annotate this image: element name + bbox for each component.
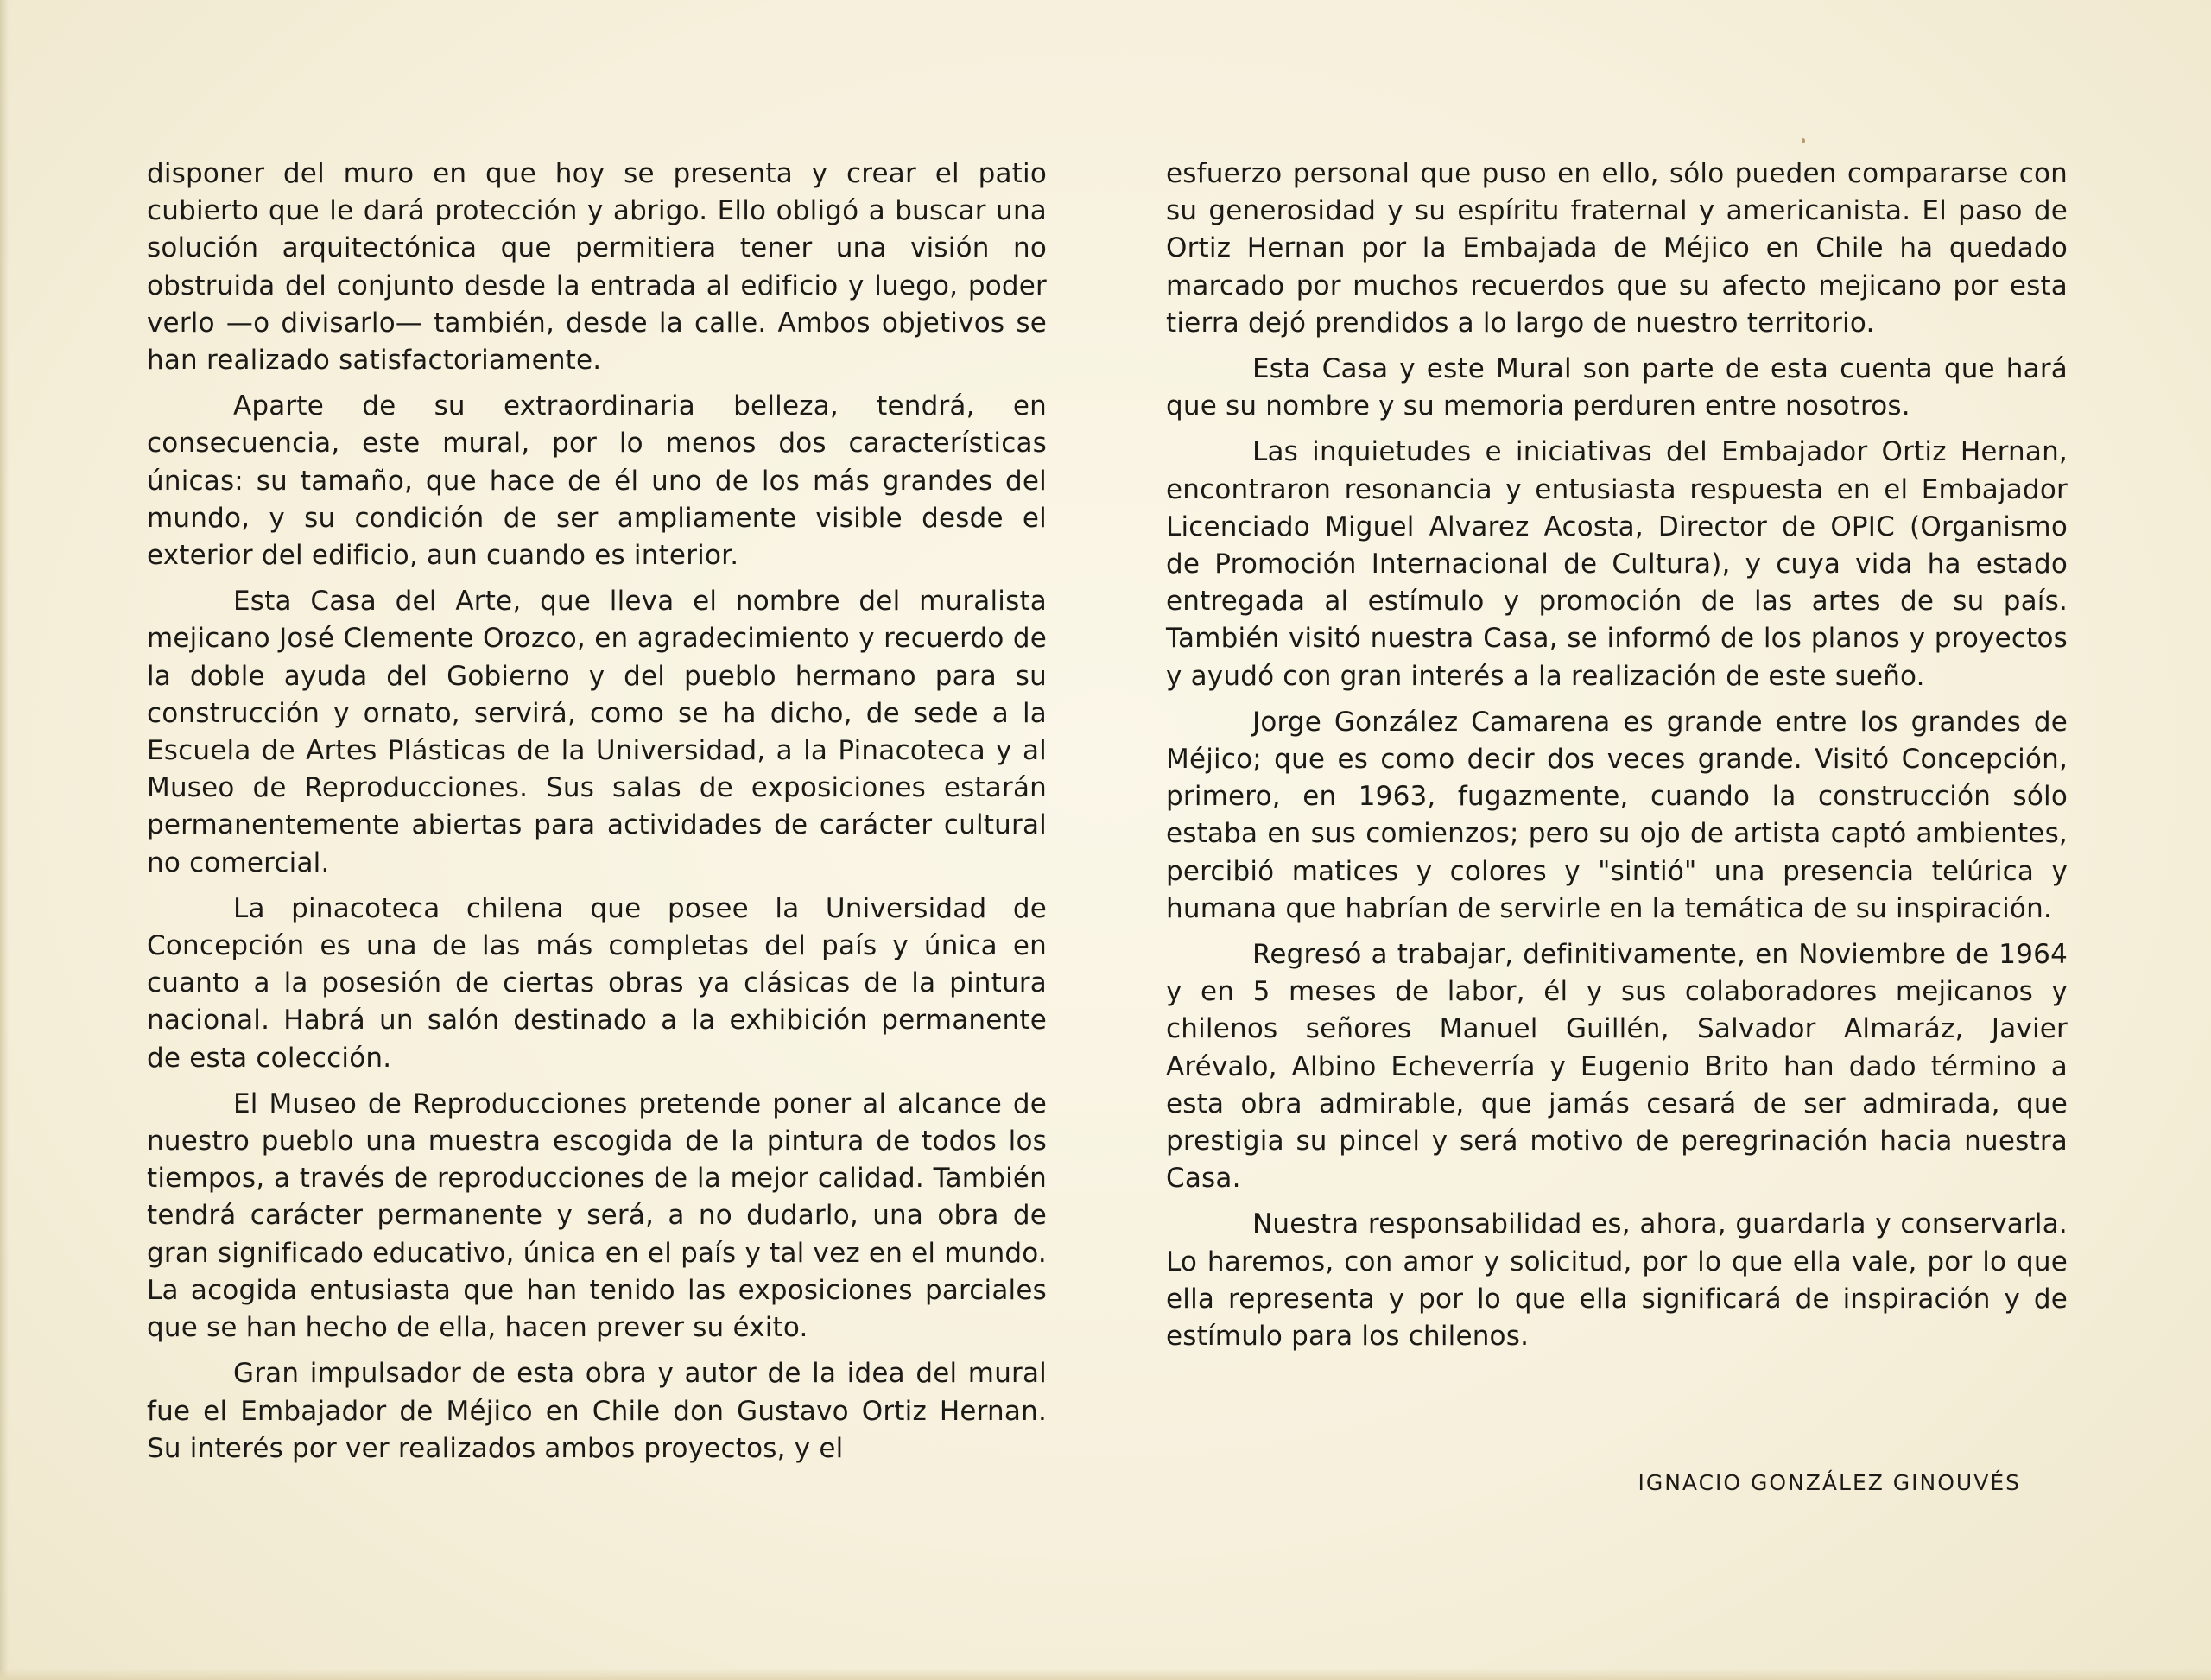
paragraph: Las inquietudes e iniciativas del Embajador Ortiz Hernan, encontraron resonancia y entusiasta respuesta en el Embajador Licenciado Miguel Alvarez Acosta, Director de OPIC (Organismo de Promoción Internacional de Cultura), y cuya vida ha estado entregada al estímulo y promoción de las artes de su país. También visitó nuestra Casa, se informó de los planos y proyectos y ayudó con gran interés a la realización de este sueño. xyxy=(1166,436,2068,692)
page-edge-shadow xyxy=(0,0,9,1680)
paragraph: El Museo de Reproducciones pretende poner al alcance de nuestro pueblo una muestra escogida de la pintura de todos los tiempos, a través de reproducciones de la mejor calidad. También tendrá carácter permanente y será, a no dudarlo, una obra de gran significado educativo, única en el país y tal vez en el mundo. La acogida entusiasta que han tenido las exposiciones parciales que se han hecho de ella, hacen prever su éxito. xyxy=(147,1087,1047,1344)
page-bottom-edge xyxy=(0,1669,2211,1680)
paragraph: Jorge González Camarena es grande entre los grandes de Méjico; que es como decir dos veces grande. Visitó Concepción, primero, en 1963, fugazmente, cuando la construcción sólo estaba en sus comienzos; pero su ojo de artista captó ambientes, percibió matices y colores y "sintió" una presencia telúrica y humana que habrían de servirle en la temática de su inspiración. xyxy=(1166,706,2068,924)
right-column xyxy=(1166,155,2068,1364)
paragraph: disponer del muro en que hoy se presenta y crear el patio cubierto que le dará protección y abrigo. Ello obligó a buscar una solución arquitectónica que permitiera tener una visión no obstruida del conjunto desde la entrada al edificio y luego, poder verlo —o divisarlo— también, desde la calle. Ambos objetivos se han realizado satisfactoriamente. xyxy=(147,158,1047,377)
paper-speck xyxy=(1802,138,1805,143)
paragraph: Nuestra responsabilidad es, ahora, guardarla y conservarla. Lo haremos, con amor y solicitud, por lo que ella vale, por lo que ella representa y por lo que ella significará de inspiración y de estímulo para los chilenos. xyxy=(1166,1208,2068,1353)
left-column xyxy=(147,155,1047,1476)
paragraph: Esta Casa y este Mural son parte de esta cuenta que hará que su nombre y su memoria perduren entre nosotros. xyxy=(1166,353,2068,422)
paragraph: Esta Casa del Arte, que lleva el nombre del muralista mejicano José Clemente Orozco, en agradecimiento y recuerdo de la doble ayuda del Gobierno y del pueblo hermano para su construcción y ornato, servirá, como se ha dicho, de sede a la Escuela de Artes Plásticas de la Universidad, a la Pinacoteca y al Museo de Reproducciones. Sus salas de exposiciones estarán permanentemente abiertas para actividades de carácter cultural no comercial. xyxy=(147,586,1047,878)
paragraph: esfuerzo personal que puso en ello, sólo pueden compararse con su generosidad y su espíritu fraternal y americanista. El paso de Ortiz Hernan por la Embajada de Méjico en Chile ha quedado marcado por muchos recuerdos que su afecto mejicano por esta tierra dejó prendidos a lo largo de nuestro territorio. xyxy=(1166,158,2068,339)
author-signature: IGNACIO GONZÁLEZ GINOUVÉS xyxy=(1638,1470,2021,1495)
paragraph: Gran impulsador de esta obra y autor de la idea del mural fue el Embajador de Méjico en Chile don Gustavo Ortiz Hernan. Su interés por ver realizados ambos proyectos, y el xyxy=(147,1358,1047,1464)
paragraph: Regresó a trabajar, definitivamente, en Noviembre de 1964 y en 5 meses de labor, él y sus colaboradores mejicanos y chilenos señores Manuel Guillén, Salvador Almaráz, Javier Arévalo, Albino Echeverría y Eugenio Brito han dado término a esta obra admirable, que jamás cesará de ser admirada, que prestigia su pincel y será motivo de peregrinación hacia nuestra Casa. xyxy=(1166,939,2068,1195)
paragraph: La pinacoteca chilena que posee la Universidad de Concepción es una de las más completas del país y única en cuanto a la posesión de ciertas obras ya clásicas de la pintura nacional. Habrá un salón destinado a la exhibición permanente de esta colección. xyxy=(147,892,1047,1074)
paragraph: Aparte de su extraordinaria belleza, tendrá, en consecuencia, este mural, por lo menos dos características únicas: su tamaño, que hace de él uno de los más grandes del mundo, y su condición de ser ampliamente visible desde el exterior del edificio, aun cuando es interior. xyxy=(147,390,1047,572)
